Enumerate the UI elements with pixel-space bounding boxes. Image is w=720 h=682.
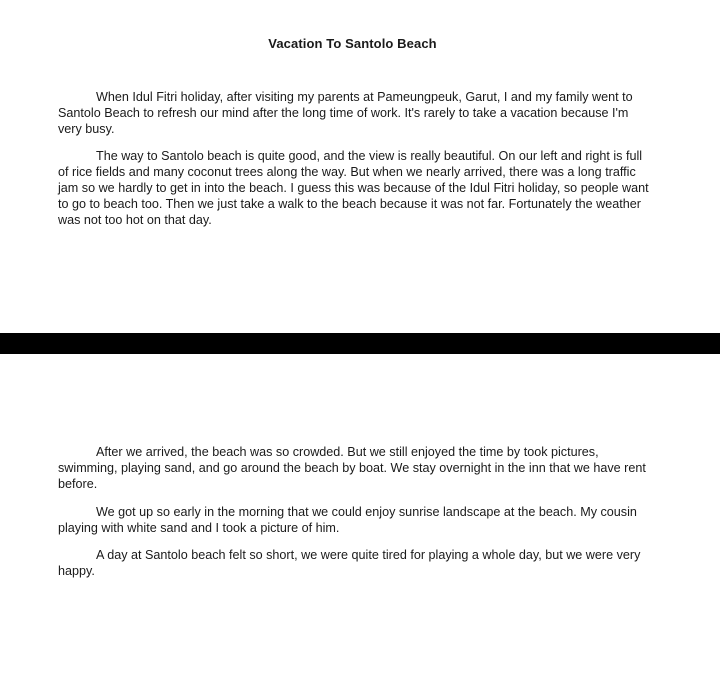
document-page-two bbox=[0, 354, 720, 682]
paragraph-the-way: The way to Santolo beach is quite good, and the view is really beautiful. On our left and right is full of rice fields and many coconut trees along the way. But when we nearly arrived, there was a long traffic jam so we hardly to get in into the beach. I guess this was because of the Idul Fitri holiday, so people want to go to beach too. Then we just take a walk to the beach because it was not far. Fortunately the weather was not too hot on that day. bbox=[58, 149, 649, 227]
document-page-one bbox=[0, 0, 720, 333]
page-separator bbox=[0, 333, 720, 354]
paragraph-conclusion: A day at Santolo beach felt so short, we were quite tired for playing a whole day, but we were very happy. bbox=[58, 548, 641, 578]
paragraph-sunrise: We got up so early in the morning that we could enjoy sunrise landscape at the beach. My cousin playing with white sand and I took a picture of him. bbox=[58, 505, 637, 535]
document-title: Vacation To Santolo Beach bbox=[268, 36, 437, 51]
paragraph-arrival: After we arrived, the beach was so crowded. But we still enjoyed the time by took pictures, swimming, playing sand, and go around the beach by boat. We stay overnight in the inn that we have rent before. bbox=[58, 445, 646, 491]
paragraph-introduction: When Idul Fitri holiday, after visiting my parents at Pameungpeuk, Garut, I and my family went to Santolo Beach to refresh our mind after the long time of work. It's rarely to take a vacation because I'm very busy. bbox=[58, 90, 633, 136]
